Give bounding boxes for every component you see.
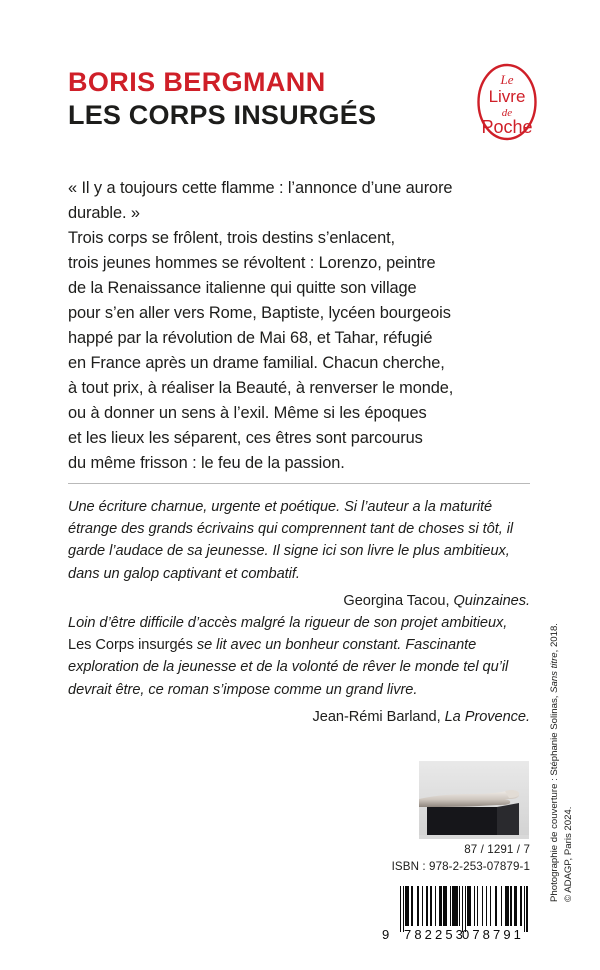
book-title: LES CORPS INSURGÉS bbox=[68, 100, 377, 131]
barcode-right-group: 078791 bbox=[462, 927, 524, 942]
blurb-line: « Il y a toujours cette flamme : l’annonce d’une aurore bbox=[68, 179, 453, 197]
photo-credit bbox=[548, 592, 576, 902]
photo-credit-line-1 bbox=[548, 592, 562, 902]
blurb-line: du même frisson : le feu de la passion. bbox=[68, 454, 345, 473]
photo-credit-line-2: © ADAGP, Paris 2024. bbox=[562, 806, 574, 902]
svg-text:de: de bbox=[501, 107, 513, 119]
photo-credit-prefix: Photographie de couverture : Stéphanie Solinas, bbox=[549, 692, 560, 902]
ean13-barcode bbox=[382, 886, 530, 948]
blurb-line: et les lieux les séparent, ces êtres sont parcourus bbox=[68, 429, 423, 448]
blurb-line: pour s’en aller vers Rome, Baptiste, lycéen bourgeois bbox=[68, 304, 451, 323]
review-attribution bbox=[68, 706, 530, 728]
catalog-reference: 87 / 1291 / 7 bbox=[464, 843, 530, 856]
cover-header bbox=[68, 68, 458, 130]
review-text: Une écriture charnue, urgente et poétique. Si l’auteur a la maturité étrange des grands écrivains qui comprennent tant de choses si tôt, il garde l’audace de sa jeunesse. Il signe ici son livre le plus ambitieux, dans un galop captivant et combatif. bbox=[68, 499, 514, 582]
blurb-line: Trois corps se frôlent, trois destins s’enlacent, bbox=[68, 229, 395, 248]
book-blurb bbox=[68, 176, 530, 476]
review-attribution-source: Quinzaines. bbox=[453, 592, 530, 609]
blurb-line: ou à donner un sens à l’exil. Même si les époques bbox=[68, 404, 427, 423]
cover-photo-thumbnail bbox=[419, 761, 529, 839]
review-attribution-author: Jean-Rémi Barland, bbox=[312, 708, 445, 725]
review-text-part1: Loin d’être difficile d’accès malgré la rigueur de son projet ambitieux, bbox=[68, 615, 508, 631]
publisher-logo-icon bbox=[476, 62, 538, 142]
blurb-line: trois jeunes hommes se révoltent : Lorenzo, peintre bbox=[68, 254, 436, 273]
review-attribution-source: La Provence. bbox=[444, 708, 530, 725]
press-review-1 bbox=[68, 496, 530, 612]
review-text-booktitle: Les Corps insurgés bbox=[68, 637, 193, 654]
author-name: BORIS BERGMANN bbox=[68, 67, 326, 97]
review-attribution bbox=[68, 590, 530, 612]
svg-text:Livre: Livre bbox=[488, 87, 526, 106]
blurb-line: durable. » bbox=[68, 204, 140, 223]
press-review-2 bbox=[68, 612, 530, 728]
section-divider bbox=[68, 483, 530, 484]
photo-credit-work-title: Sans titre bbox=[549, 652, 560, 693]
blurb-line: de la Renaissance italienne qui quitte son village bbox=[68, 279, 417, 298]
blurb-line: happé par la révolution de Mai 68, et Tahar, réfugié bbox=[68, 329, 433, 348]
svg-text:Poche: Poche bbox=[481, 117, 533, 137]
barcode-left-group: 782253 bbox=[404, 927, 466, 942]
barcode-lead-digit: 9 bbox=[382, 927, 390, 942]
review-text bbox=[68, 612, 530, 701]
isbn-text: ISBN : 978-2-253-07879-1 bbox=[391, 860, 530, 873]
review-text-part2: se lit avec un bonheur constant. Fascinante exploration de la jeunesse et de la volonté de rêver le monde tel qu’il devrait être, ce roman s’impose comme un grand livre. bbox=[68, 637, 509, 698]
svg-text:Le: Le bbox=[500, 72, 514, 87]
photo-credit-suffix: , 2018. bbox=[549, 623, 560, 653]
blurb-line: à tout prix, à réaliser la Beauté, à renverser le monde, bbox=[68, 379, 454, 398]
review-attribution-author: Georgina Tacou, bbox=[343, 592, 454, 609]
blurb-line: en France après un drame familial. Chacun cherche, bbox=[68, 354, 445, 373]
barcode-digits bbox=[382, 926, 530, 942]
